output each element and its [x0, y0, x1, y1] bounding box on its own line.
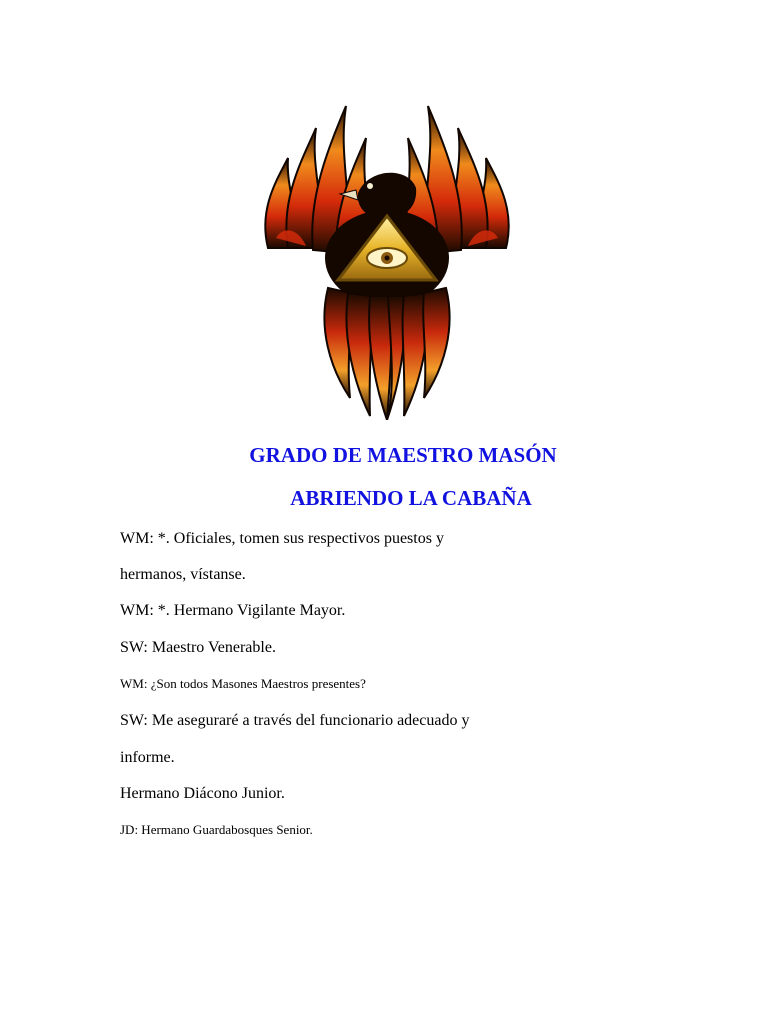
dialogue-line: WM: *. Hermano Vigilante Mayor. [120, 602, 346, 619]
dialogue-line: WM: *. Oficiales, tomen sus respectivos puestos y [120, 530, 444, 547]
dialogue-line: WM: ¿Son todos Masones Maestros presentes? [120, 676, 366, 691]
document-subtitle: ABRIENDO LA CABAÑA [290, 486, 532, 510]
dialogue-line: Hermano Diácono Junior. [120, 785, 285, 802]
dialogue-line: SW: Maestro Venerable. [120, 639, 276, 656]
dialogue-line: SW: Me aseguraré a través del funcionario adecuado y [120, 712, 470, 729]
phoenix-emblem-icon [258, 98, 516, 420]
document-title: GRADO DE MAESTRO MASÓN [249, 443, 557, 467]
dialogue-line: hermanos, vístanse. [120, 566, 246, 583]
dialogue-line: JD: Hermano Guardabosques Senior. [120, 822, 313, 837]
dialogue-line: informe. [120, 749, 175, 766]
